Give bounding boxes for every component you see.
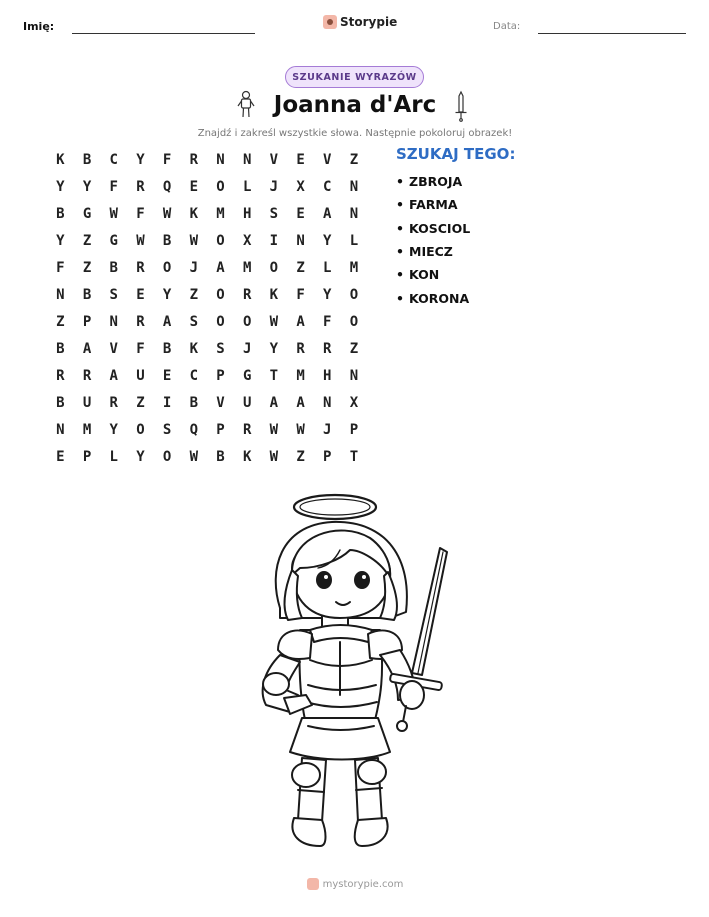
grid-cell[interactable]: P (82, 313, 92, 330)
grid-cell[interactable]: E (189, 178, 198, 195)
grid-cell[interactable]: N (109, 313, 118, 330)
grid-cell[interactable]: B (82, 151, 92, 168)
grid-cell[interactable]: M (216, 205, 225, 222)
grid-cell[interactable]: A (162, 313, 172, 330)
grid-cell[interactable]: E (136, 286, 145, 303)
grid-cell[interactable]: Z (56, 313, 65, 330)
grid-cell[interactable]: G (109, 232, 118, 249)
grid-cell[interactable]: G (82, 205, 92, 222)
grid-cell[interactable]: R (296, 340, 305, 357)
grid-cell[interactable]: J (242, 340, 252, 357)
grid-cell[interactable]: W (189, 232, 198, 249)
grid-cell[interactable]: C (323, 178, 332, 195)
grid-cell[interactable]: Y (82, 178, 92, 195)
grid-cell[interactable]: O (216, 232, 225, 249)
grid-cell[interactable]: T (269, 367, 279, 384)
grid-cell[interactable]: B (56, 340, 65, 357)
grid-cell[interactable]: P (349, 421, 359, 438)
grid-cell[interactable]: A (323, 205, 332, 222)
joan-of-arc-illustration (240, 490, 460, 860)
grid-cell[interactable]: P (216, 421, 225, 438)
grid-cell[interactable]: W (109, 205, 118, 222)
grid-cell[interactable]: W (296, 421, 305, 438)
grid-cell[interactable]: K (189, 205, 198, 222)
grid-cell[interactable]: H (242, 205, 252, 222)
grid-cell[interactable]: Q (162, 178, 172, 195)
grid-cell[interactable]: K (242, 448, 252, 465)
grid-cell[interactable]: C (109, 151, 118, 168)
grid-cell[interactable]: Y (136, 151, 145, 168)
grid-cell[interactable]: Z (136, 394, 145, 411)
grid-cell[interactable]: N (296, 232, 305, 249)
grid-cell[interactable]: Y (56, 232, 65, 249)
storypie-logo-icon (323, 15, 337, 29)
grid-cell[interactable]: O (216, 286, 225, 303)
grid-cell[interactable]: R (242, 421, 252, 438)
word-list-item: • FARMA (396, 193, 470, 216)
grid-cell[interactable]: L (109, 448, 118, 465)
grid-cell[interactable]: F (136, 205, 145, 222)
grid-cell[interactable]: L (323, 259, 332, 276)
grid-cell[interactable]: S (162, 421, 172, 438)
grid-cell[interactable]: G (242, 367, 252, 384)
grid-cell[interactable]: B (56, 205, 65, 222)
word-list-item: • MIECZ (396, 240, 470, 263)
grid-cell[interactable]: W (269, 448, 279, 465)
grid-cell[interactable]: B (109, 259, 118, 276)
grid-cell[interactable]: F (296, 286, 305, 303)
grid-cell[interactable]: A (82, 340, 92, 357)
grid-cell[interactable]: R (109, 394, 118, 411)
grid-cell[interactable]: N (242, 151, 252, 168)
word-search-grid (47, 146, 367, 470)
sword-icon (454, 90, 468, 122)
grid-cell[interactable]: R (56, 367, 65, 384)
grid-cell[interactable]: W (269, 313, 279, 330)
grid-cell[interactable]: B (56, 394, 65, 411)
grid-cell[interactable]: N (349, 178, 359, 195)
date-label: Data: (493, 21, 521, 32)
grid-cell[interactable]: W (162, 205, 172, 222)
grid-cell[interactable]: R (136, 313, 145, 330)
grid-cell[interactable]: O (269, 259, 279, 276)
grid-cell[interactable]: Y (109, 421, 118, 438)
grid-cell[interactable]: N (56, 286, 65, 303)
brand-name: Storypie (340, 15, 398, 29)
grid-cell[interactable]: E (56, 448, 65, 465)
grid-cell[interactable]: B (162, 232, 172, 249)
footer (300, 878, 410, 890)
grid-cell[interactable]: P (216, 367, 225, 384)
grid-cell[interactable]: N (323, 394, 332, 411)
grid-cell[interactable]: X (242, 232, 252, 249)
grid-cell[interactable]: O (242, 313, 252, 330)
grid-cell[interactable]: O (162, 448, 172, 465)
grid-cell[interactable]: M (82, 421, 92, 438)
grid-cell[interactable]: O (216, 313, 225, 330)
grid-cell[interactable]: N (349, 367, 359, 384)
grid-cell[interactable]: W (189, 448, 198, 465)
grid-cell[interactable]: F (323, 313, 332, 330)
grid-cell[interactable]: Y (323, 286, 332, 303)
word-list-item: • ZBROJA (396, 170, 470, 193)
grid-cell[interactable]: B (189, 394, 198, 411)
grid-cell[interactable]: V (216, 394, 225, 411)
grid-cell[interactable]: A (269, 394, 279, 411)
grid-cell[interactable]: Y (136, 448, 145, 465)
grid-cell[interactable]: W (136, 232, 145, 249)
grid-cell[interactable]: E (296, 205, 305, 222)
name-line[interactable] (72, 33, 255, 34)
grid-cell[interactable]: S (216, 340, 225, 357)
grid-cell[interactable]: R (189, 151, 198, 168)
grid-cell[interactable]: P (82, 448, 92, 465)
grid-cell[interactable]: M (296, 367, 305, 384)
grid-cell[interactable]: R (136, 178, 145, 195)
grid-cell[interactable]: Y (162, 286, 172, 303)
grid-cell[interactable]: V (109, 340, 118, 357)
date-line[interactable] (538, 33, 686, 34)
grid-cell[interactable]: Z (82, 232, 92, 249)
grid-cell[interactable]: A (109, 367, 118, 384)
grid-cell[interactable]: J (189, 259, 198, 276)
grid-cell[interactable]: R (136, 259, 145, 276)
grid-cell[interactable]: M (242, 259, 252, 276)
grid-cell[interactable]: N (349, 205, 359, 222)
grid-cell[interactable]: R (82, 367, 92, 384)
grid-cell[interactable]: R (242, 286, 252, 303)
grid-cell[interactable]: Z (296, 259, 305, 276)
grid-cell[interactable]: B (82, 286, 92, 303)
grid-cell[interactable]: M (349, 259, 359, 276)
grid-cell[interactable]: K (269, 286, 279, 303)
word-list-item: • KOSCIOL (396, 217, 470, 240)
grid-cell[interactable]: O (216, 178, 225, 195)
name-label: Imię: (23, 20, 55, 33)
grid-cell[interactable]: O (136, 421, 145, 438)
brand-logo (323, 15, 397, 29)
grid-cell[interactable]: E (162, 367, 172, 384)
grid-cell[interactable]: Z (189, 286, 198, 303)
grid-cell[interactable]: O (162, 259, 172, 276)
grid-cell[interactable]: B (216, 448, 225, 465)
grid-cell[interactable]: L (349, 232, 359, 249)
word-list-title: SZUKAJ TEGO: (396, 145, 516, 163)
grid-cell[interactable]: Z (349, 151, 359, 168)
grid-cell[interactable]: S (269, 205, 279, 222)
grid-cell[interactable]: N (216, 151, 225, 168)
grid-cell[interactable]: F (56, 259, 65, 276)
grid-cell[interactable]: X (296, 178, 305, 195)
page-title: Joanna d'Arc (273, 92, 437, 118)
grid-cell[interactable]: T (349, 448, 359, 465)
grid-cell[interactable]: S (109, 286, 118, 303)
grid-cell[interactable]: P (323, 448, 332, 465)
grid-cell[interactable]: Z (82, 259, 92, 276)
grid-cell[interactable]: U (242, 394, 252, 411)
grid-cell[interactable]: N (56, 421, 65, 438)
word-list (396, 170, 470, 310)
word-list-item: • KORONA (396, 286, 470, 309)
grid-cell[interactable]: F (162, 151, 172, 168)
grid-cell[interactable]: V (269, 151, 279, 168)
grid-cell[interactable]: A (216, 259, 225, 276)
grid-cell[interactable]: A (296, 313, 305, 330)
grid-cell[interactable]: H (323, 367, 332, 384)
grid-cell[interactable]: F (109, 178, 118, 195)
grid-cell[interactable]: R (323, 340, 332, 357)
grid-cell[interactable]: U (82, 394, 92, 411)
grid-cell[interactable]: V (323, 151, 332, 168)
storypie-logo-icon (307, 878, 319, 890)
grid-cell[interactable]: W (269, 421, 279, 438)
worksheet-badge: SZUKANIE WYRAZÓW (285, 66, 424, 88)
grid-cell[interactable]: X (349, 394, 359, 411)
grid-cell[interactable]: Q (189, 421, 198, 438)
grid-cell[interactable]: O (349, 286, 359, 303)
grid-cell[interactable]: I (162, 394, 172, 411)
instructions: Znajdź i zakreśl wszystkie słowa. Następnie pokoloruj obrazek! (197, 128, 513, 139)
grid-cell[interactable]: O (349, 313, 359, 330)
grid-cell[interactable]: I (269, 232, 279, 249)
grid-cell[interactable]: A (296, 394, 305, 411)
grid-cell[interactable]: Y (56, 178, 65, 195)
grid-cell[interactable]: L (242, 178, 252, 195)
footer-url[interactable]: mystorypie.com (322, 878, 404, 890)
word-list-item: • KON (396, 263, 470, 286)
grid-cell[interactable]: B (162, 340, 172, 357)
grid-cell[interactable]: K (56, 151, 65, 168)
grid-cell[interactable]: E (296, 151, 305, 168)
grid-cell[interactable]: K (189, 340, 198, 357)
grid-cell[interactable]: U (136, 367, 145, 384)
grid-cell[interactable]: S (189, 313, 198, 330)
grid-cell[interactable]: Z (296, 448, 305, 465)
grid-cell[interactable]: Z (349, 340, 359, 357)
grid-cell[interactable]: J (323, 421, 332, 438)
grid-cell[interactable]: J (269, 178, 279, 195)
grid-cell[interactable]: Y (269, 340, 279, 357)
grid-cell[interactable]: Y (323, 232, 332, 249)
grid-cell[interactable]: F (136, 340, 145, 357)
grid-cell[interactable]: C (189, 367, 198, 384)
